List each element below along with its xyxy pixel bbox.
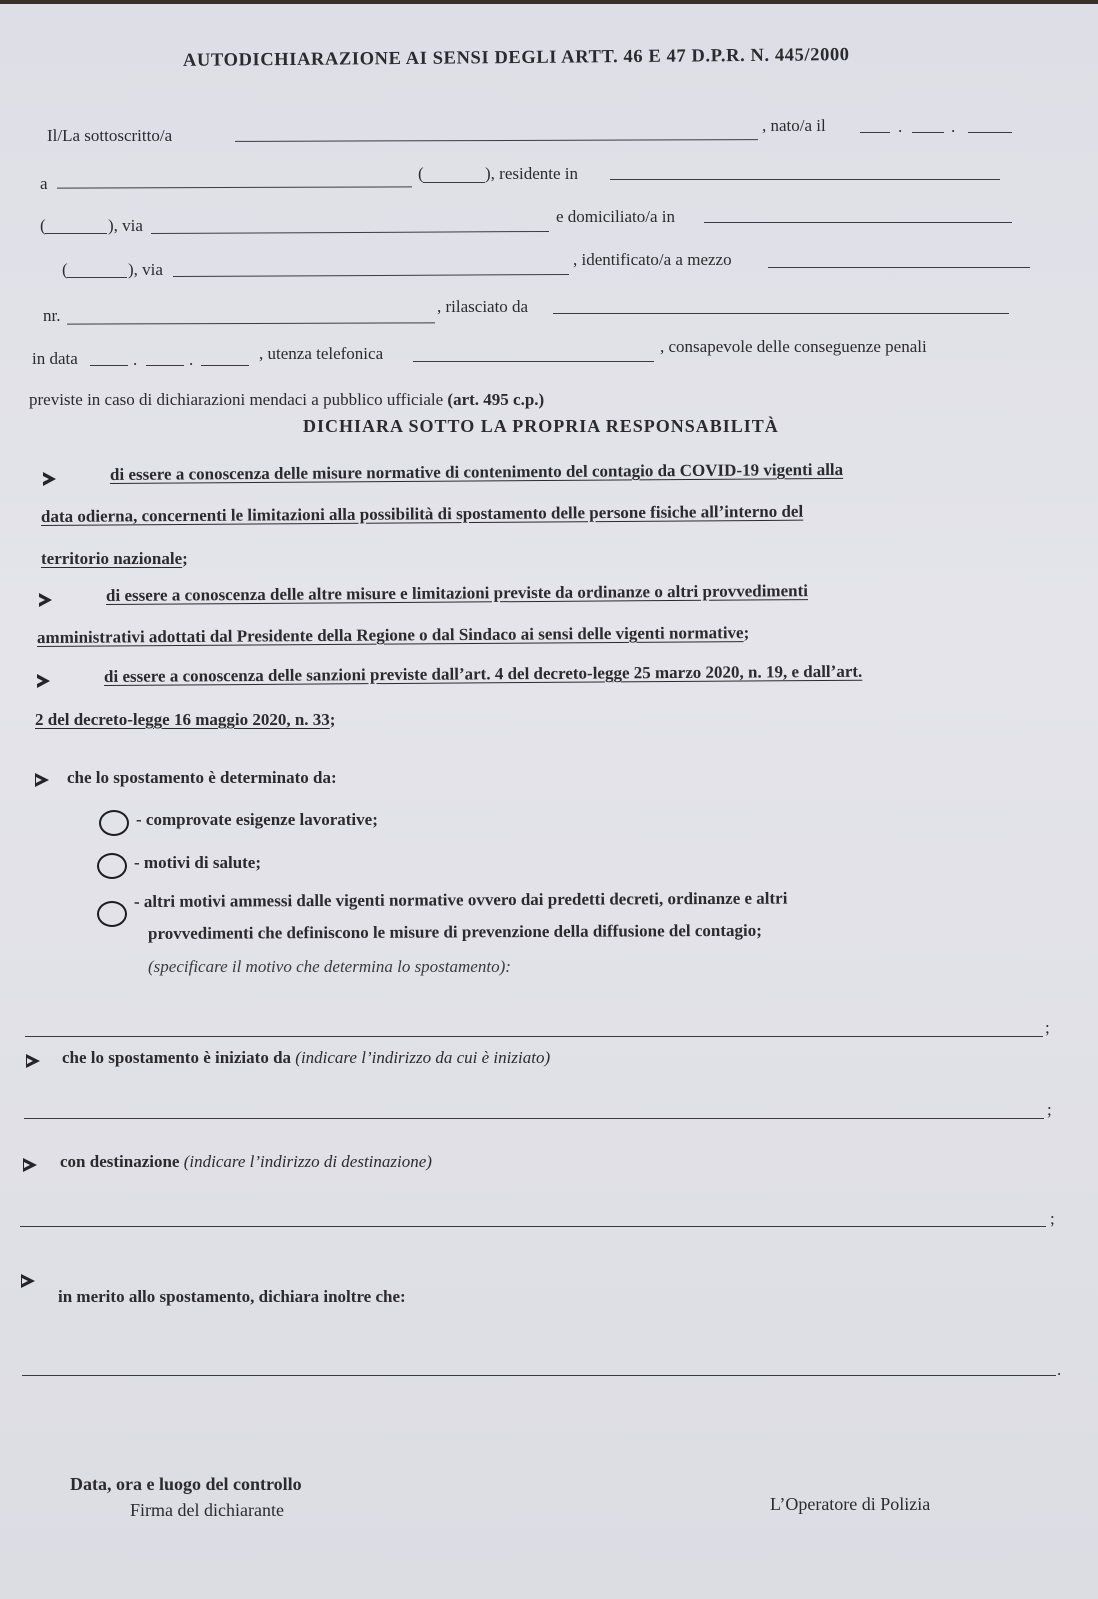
bullet-arrow-icon <box>39 593 52 607</box>
date-separator: . <box>189 350 194 369</box>
declaration-1-line3-text: territorio nazionale <box>41 549 183 568</box>
origin-text <box>62 1048 550 1068</box>
via-label: ), via <box>128 260 163 279</box>
domicile-city-field[interactable] <box>704 222 1012 223</box>
declaration-2-line2 <box>37 623 749 648</box>
bullet-arrow-icon <box>37 674 50 688</box>
form-title: AUTODICHIARAZIONE AI SENSI DEGLI ARTT. 46 E 47 D.P.R. N. 445/2000 <box>182 45 850 71</box>
bullet-arrow-icon <box>23 1158 37 1172</box>
a-label: a <box>40 174 48 193</box>
declaration-1-line3 <box>41 549 188 569</box>
reason-health-radio[interactable] <box>97 853 127 879</box>
paren-open: ( <box>40 216 46 235</box>
birth-province-field[interactable] <box>423 182 485 183</box>
date-separator: . <box>951 117 956 136</box>
bullet-arrow-icon <box>26 1054 40 1068</box>
issuer-field[interactable] <box>553 313 1009 314</box>
residence-city-field[interactable] <box>610 179 1000 180</box>
paren-open: ( <box>62 260 68 279</box>
residence-province-field[interactable] <box>45 233 107 234</box>
document-number-field[interactable] <box>67 322 435 324</box>
name-field[interactable] <box>235 139 758 142</box>
declaration-2-line1: di essere a conoscenza delle altre misure e limitazioni previste da ordinanze o altri provvedimenti <box>105 581 808 605</box>
identificato-label: , identificato/a a mezzo <box>573 250 732 269</box>
via-label: ), via <box>108 216 143 235</box>
reason-health-label: - motivi di salute; <box>134 853 262 872</box>
declaration-1-line3-end: ; <box>182 549 188 568</box>
declaration-form <box>0 4 1098 1599</box>
bullet-arrow-icon <box>43 472 56 486</box>
origin-address-field[interactable] <box>24 1118 1044 1119</box>
reasons-intro: che lo spostamento è determinato da: <box>67 768 337 787</box>
further-label: in merito allo spostamento, dichiara inoltre che: <box>58 1287 406 1306</box>
reason-work-radio[interactable] <box>99 810 129 836</box>
id-document-field[interactable] <box>768 267 1030 268</box>
previste-body: previste in caso di dichiarazioni mendaci a pubblico ufficiale <box>29 390 444 409</box>
declaration-2-line2-end: ; <box>743 623 750 643</box>
consapevole-text: , consapevole delle conseguenze penali <box>660 337 927 356</box>
paren-open: ( <box>418 164 424 183</box>
origin-label: che lo spostamento è iniziato da <box>62 1048 292 1067</box>
residence-street-field[interactable] <box>151 231 549 234</box>
destination-text <box>60 1152 432 1172</box>
birth-day-field[interactable] <box>860 132 890 133</box>
declaration-1-line2: data odierna, concernenti le limitazioni alla possibilità di spostamento delle persone fisiche all’interno del <box>40 501 804 526</box>
birth-month-field[interactable] <box>912 132 944 133</box>
domicile-province-field[interactable] <box>67 277 127 278</box>
birthplace-field[interactable] <box>57 186 412 188</box>
specify-note: (specificare il motivo che determina lo spostamento): <box>148 957 511 976</box>
bullet-arrow-icon <box>35 773 49 787</box>
destination-address-field[interactable] <box>20 1226 1046 1227</box>
declarant-signature-label: Firma del dichiarante <box>130 1500 284 1520</box>
birth-year-field[interactable] <box>968 132 1012 133</box>
declaration-3-line1: di essere a conoscenza delle sanzioni previste dall’art. 4 del decreto-legge 25 marzo 2020, n. 19, e dall’art. <box>103 661 863 686</box>
domiciliato-label: e domiciliato/a in <box>556 207 675 226</box>
bullet-arrow-icon <box>21 1274 35 1288</box>
issue-month-field[interactable] <box>146 365 184 366</box>
period: . <box>1057 1360 1062 1379</box>
reason-work-label: - comprovate esigenze lavorative; <box>136 810 378 829</box>
declaration-3-line2-text: 2 del decreto-legge 16 maggio 2020, n. 33 <box>35 710 330 729</box>
nato-label: , nato/a il <box>762 116 826 135</box>
rilasciato-label: , rilasciato da <box>437 297 529 316</box>
reason-other-label: - altri motivi ammessi dalle vigenti normative ovvero dai predetti decreti, ordinanze e altri <box>133 888 788 911</box>
declaration-3-line2 <box>35 710 335 730</box>
semicolon: ; <box>1047 1100 1052 1119</box>
semicolon: ; <box>1045 1018 1050 1037</box>
destination-note: (indicare l’indirizzo di destinazione) <box>183 1152 432 1171</box>
utenza-label: , utenza telefonica <box>259 344 384 363</box>
in-data-label: in data <box>32 349 78 368</box>
reason-other-line2: provvedimenti che definiscono le misure di prevenzione della diffusione del contagio; <box>147 920 762 943</box>
phone-field[interactable] <box>413 361 654 362</box>
nr-label: nr. <box>43 306 61 325</box>
semicolon: ; <box>1050 1209 1055 1228</box>
art-reference: (art. 495 c.p.) <box>447 390 545 409</box>
issue-year-field[interactable] <box>201 365 249 366</box>
further-statement-field[interactable] <box>22 1375 1056 1376</box>
declaration-2-line2-text: amministrativi adottati dal Presidente della Regione o dal Sindaco ai sensi delle vigenti normative <box>36 623 744 647</box>
previste-text <box>29 390 544 410</box>
destination-label: con destinazione <box>60 1152 180 1171</box>
reason-specify-field[interactable] <box>25 1036 1043 1037</box>
sottoscritto-label: Il/La sottoscritto/a <box>47 126 173 145</box>
declaration-heading: DICHIARA SOTTO LA PROPRIA RESPONSABILITÀ <box>303 416 779 436</box>
date-separator: . <box>133 350 138 369</box>
issue-day-field[interactable] <box>90 365 128 366</box>
police-officer-label: L’Operatore di Polizia <box>770 1494 931 1514</box>
declaration-3-line2-end: ; <box>329 710 336 729</box>
domicile-street-field[interactable] <box>173 274 569 277</box>
residente-label: ), residente in <box>485 164 578 183</box>
control-details-label: Data, ora e luogo del controllo <box>70 1474 302 1494</box>
date-separator: . <box>898 117 903 136</box>
reason-other-radio[interactable] <box>97 901 127 927</box>
declaration-1-line1: di essere a conoscenza delle misure normative di contenimento del contagio da COVID-19 vigenti alla <box>109 459 844 484</box>
origin-note: (indicare l’indirizzo da cui è iniziato) <box>295 1048 551 1067</box>
